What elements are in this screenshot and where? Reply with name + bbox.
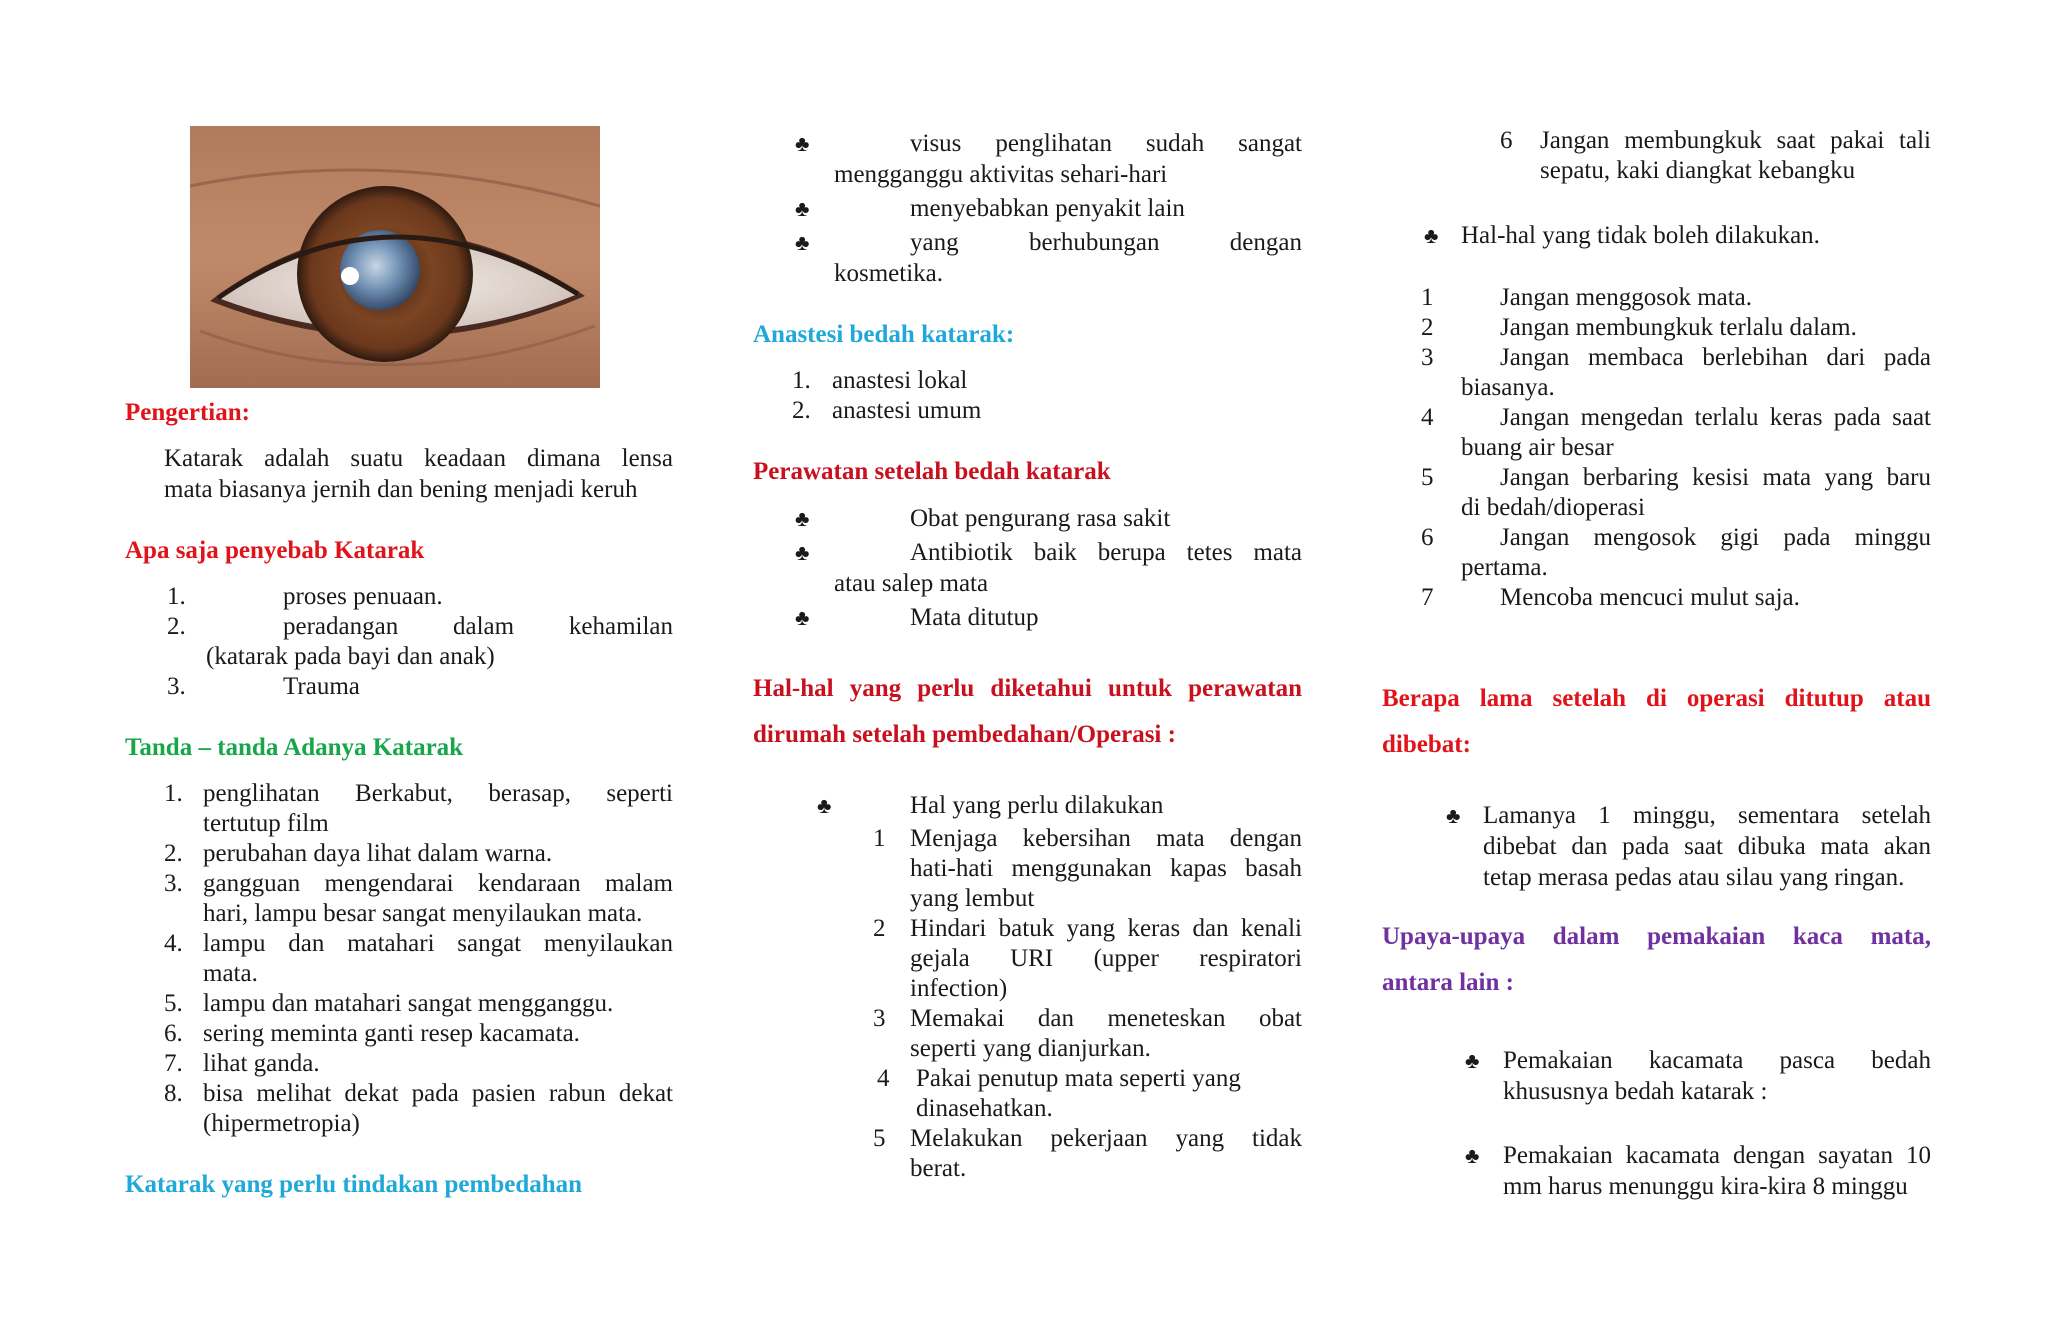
pembedahan-item-3-cont: kosmetika. bbox=[834, 260, 944, 287]
upaya-item-2: Pemakaian kacamata dengan sayatan 10 bbox=[1503, 1142, 1931, 1169]
club-bullet-icon: ♣ bbox=[1446, 803, 1461, 828]
tidak-boleh-item-5: Jangan berbaring kesisi mata yang baru bbox=[1500, 464, 1931, 491]
tidak-boleh-title: Hal-hal yang tidak boleh dilakukan. bbox=[1461, 222, 1820, 249]
perawatan-item-3: Mata ditutup bbox=[910, 604, 1039, 631]
pembedahan-item-1: visus penglihatan sudah sangat bbox=[910, 130, 1302, 157]
club-bullet-icon: ♣ bbox=[1424, 223, 1439, 248]
tidak-boleh-num-3: 3 bbox=[1421, 344, 1434, 371]
penyebab-num-2: 2. bbox=[167, 613, 186, 640]
anastesi-title: Anastesi bedah katarak: bbox=[753, 321, 1015, 348]
eye-illustration bbox=[190, 126, 600, 388]
upaya-item-2-cont: mm harus menunggu kira-kira 8 minggu bbox=[1503, 1173, 1908, 1200]
dilakukan-num-5: 5 bbox=[873, 1125, 886, 1152]
dilakukan-item-4-line-2: dinasehatkan. bbox=[916, 1095, 1053, 1122]
penyebab-title: Apa saja penyebab Katarak bbox=[125, 537, 425, 564]
penyebab-num-3: 3. bbox=[167, 673, 186, 700]
tidak-boleh-item-4-cont: buang air besar bbox=[1461, 434, 1614, 461]
dilakukan-title: Hal yang perlu dilakukan bbox=[910, 792, 1164, 819]
halhal-title-line-2: dirumah setelah pembedahan/Operasi : bbox=[753, 721, 1176, 748]
tanda-item-2: perubahan daya lihat dalam warna. bbox=[203, 840, 553, 867]
berapa-title-line-1: Berapa lama setelah di operasi ditutup atau bbox=[1382, 685, 1931, 712]
dilakukan-item-2-line-3: infection) bbox=[910, 975, 1008, 1002]
dilakukan-item-6-line-2: sepatu, kaki diangkat kebangku bbox=[1540, 157, 1856, 184]
club-bullet-icon: ♣ bbox=[795, 605, 810, 630]
penyebab-item-2-cont: (katarak pada bayi dan anak) bbox=[206, 643, 495, 670]
tanda-item-8-cont: (hipermetropia) bbox=[203, 1110, 360, 1137]
club-bullet-icon: ♣ bbox=[795, 506, 810, 531]
tidak-boleh-item-6: Jangan mengosok gigi pada minggu bbox=[1500, 524, 1931, 551]
tanda-num-6: 6. bbox=[164, 1020, 183, 1047]
tanda-num-2: 2. bbox=[164, 840, 183, 867]
dilakukan-item-2-line-1: Hindari batuk yang keras dan kenali bbox=[910, 915, 1302, 942]
tanda-item-1: penglihatan Berkabut, berasap, seperti bbox=[203, 780, 673, 807]
pengertian-line-2: mata biasanya jernih dan bening menjadi keruh bbox=[164, 476, 638, 503]
tidak-boleh-item-6-cont: pertama. bbox=[1461, 554, 1548, 581]
tanda-item-7: lihat ganda. bbox=[203, 1050, 320, 1077]
tanda-item-1-cont: tertutup film bbox=[203, 810, 329, 837]
perawatan-item-1: Obat pengurang rasa sakit bbox=[910, 505, 1171, 532]
dilakukan-item-1-line-2: hati-hati menggunakan kapas basah bbox=[910, 855, 1302, 882]
dilakukan-item-3-line-1: Memakai dan meneteskan obat bbox=[910, 1005, 1302, 1032]
tidak-boleh-num-4: 4 bbox=[1421, 404, 1434, 431]
perawatan-item-2: Antibiotik baik berupa tetes mata bbox=[910, 539, 1302, 566]
dilakukan-item-1-line-3: yang lembut bbox=[910, 885, 1035, 912]
tanda-item-4-cont: mata. bbox=[203, 960, 258, 987]
penyebab-item-1: proses penuaan. bbox=[283, 583, 443, 610]
pengertian-title: Pengertian: bbox=[125, 399, 250, 426]
tanda-item-6: sering meminta ganti resep kacamata. bbox=[203, 1020, 580, 1047]
club-bullet-icon: ♣ bbox=[817, 793, 832, 818]
tidak-boleh-num-1: 1 bbox=[1421, 284, 1434, 311]
tidak-boleh-num-5: 5 bbox=[1421, 464, 1434, 491]
dilakukan-item-1-line-1: Menjaga kebersihan mata dengan bbox=[910, 825, 1302, 852]
tidak-boleh-num-2: 2 bbox=[1421, 314, 1434, 341]
tanda-num-8: 8. bbox=[164, 1080, 183, 1107]
club-bullet-icon: ♣ bbox=[795, 540, 810, 565]
dilakukan-num-2: 2 bbox=[873, 915, 886, 942]
perawatan-title: Perawatan setelah bedah katarak bbox=[753, 458, 1111, 485]
club-bullet-icon: ♣ bbox=[795, 131, 810, 156]
pembedahan-title: Katarak yang perlu tindakan pembedahan bbox=[125, 1171, 583, 1198]
dilakukan-item-5-line-2: berat. bbox=[910, 1155, 967, 1182]
dilakukan-item-4-line-1: Pakai penutup mata seperti yang bbox=[916, 1065, 1241, 1092]
tidak-boleh-num-6: 6 bbox=[1421, 524, 1434, 551]
tanda-num-5: 5. bbox=[164, 990, 183, 1017]
club-bullet-icon: ♣ bbox=[795, 230, 810, 255]
pengertian-line-1: Katarak adalah suatu keadaan dimana lensa bbox=[164, 445, 673, 472]
tanda-item-8: bisa melihat dekat pada pasien rabun dekat bbox=[203, 1080, 673, 1107]
tidak-boleh-item-5-cont: di bedah/dioperasi bbox=[1461, 494, 1645, 521]
tanda-num-3: 3. bbox=[164, 870, 183, 897]
penyebab-num-1: 1. bbox=[167, 583, 186, 610]
dilakukan-num-3: 3 bbox=[873, 1005, 886, 1032]
dilakukan-num-4: 4 bbox=[877, 1065, 890, 1092]
cataract-eye-image bbox=[190, 126, 600, 388]
upaya-item-1: Pemakaian kacamata pasca bedah bbox=[1503, 1047, 1931, 1074]
pembedahan-item-1-cont: mengganggu aktivitas sehari-hari bbox=[834, 161, 1168, 188]
pembedahan-item-2: menyebabkan penyakit lain bbox=[910, 195, 1185, 222]
anastesi-num-1: 1. bbox=[792, 367, 811, 394]
upaya-title-line-2: antara lain : bbox=[1382, 969, 1514, 996]
dilakukan-item-3-line-2: seperti yang dianjurkan. bbox=[910, 1035, 1151, 1062]
tanda-title: Tanda – tanda Adanya Katarak bbox=[125, 734, 464, 761]
dilakukan-item-2-line-2: gejala URI (upper respiratori bbox=[910, 945, 1302, 972]
tanda-item-3: gangguan mengendarai kendaraan malam bbox=[203, 870, 673, 897]
dilakukan-num-6: 6 bbox=[1500, 127, 1513, 154]
berapa-title-line-2: dibebat: bbox=[1382, 731, 1471, 758]
perawatan-item-2-cont: atau salep mata bbox=[834, 570, 989, 597]
dilakukan-item-5-line-1: Melakukan pekerjaan yang tidak bbox=[910, 1125, 1302, 1152]
berapa-line-2: dibebat dan pada saat dibuka mata akan bbox=[1483, 833, 1931, 860]
tanda-item-5: lampu dan matahari sangat mengganggu. bbox=[203, 990, 614, 1017]
upaya-item-1-cont: khususnya bedah katarak : bbox=[1503, 1078, 1768, 1105]
club-bullet-icon: ♣ bbox=[1465, 1143, 1480, 1168]
tanda-num-7: 7. bbox=[164, 1050, 183, 1077]
anastesi-item-1: anastesi lokal bbox=[832, 367, 968, 394]
club-bullet-icon: ♣ bbox=[795, 196, 810, 221]
tanda-item-3-cont: hari, lampu besar sangat menyilaukan mata. bbox=[203, 900, 643, 927]
dilakukan-item-6-line-1: Jangan membungkuk saat pakai tali bbox=[1540, 127, 1931, 154]
tidak-boleh-item-3: Jangan membaca berlebihan dari pada bbox=[1500, 344, 1931, 371]
tanda-item-4: lampu dan matahari sangat menyilaukan bbox=[203, 930, 673, 957]
tidak-boleh-item-1: Jangan menggosok mata. bbox=[1500, 284, 1753, 311]
anastesi-item-2: anastesi umum bbox=[832, 397, 982, 424]
club-bullet-icon: ♣ bbox=[1465, 1048, 1480, 1073]
tidak-boleh-item-4: Jangan mengedan terlalu keras pada saat bbox=[1500, 404, 1931, 431]
tidak-boleh-item-2: Jangan membungkuk terlalu dalam. bbox=[1500, 314, 1857, 341]
tidak-boleh-item-7: Mencoba mencuci mulut saja. bbox=[1500, 584, 1800, 611]
penyebab-item-2: peradangan dalam kehamilan bbox=[283, 613, 673, 640]
pembedahan-item-3: yang berhubungan dengan bbox=[910, 229, 1302, 256]
berapa-line-3: tetap merasa pedas atau silau yang ringan. bbox=[1483, 864, 1905, 891]
tidak-boleh-item-3-cont: biasanya. bbox=[1461, 374, 1555, 401]
tidak-boleh-num-7: 7 bbox=[1421, 584, 1434, 611]
tanda-num-1: 1. bbox=[164, 780, 183, 807]
penyebab-item-3: Trauma bbox=[283, 673, 360, 700]
tanda-num-4: 4. bbox=[164, 930, 183, 957]
upaya-title-line-1: Upaya-upaya dalam pemakaian kaca mata, bbox=[1382, 923, 1931, 950]
anastesi-num-2: 2. bbox=[792, 397, 811, 424]
halhal-title-line-1: Hal-hal yang perlu diketahui untuk perawatan bbox=[753, 675, 1302, 702]
berapa-line-1: Lamanya 1 minggu, sementara setelah bbox=[1483, 802, 1931, 829]
dilakukan-num-1: 1 bbox=[873, 825, 886, 852]
